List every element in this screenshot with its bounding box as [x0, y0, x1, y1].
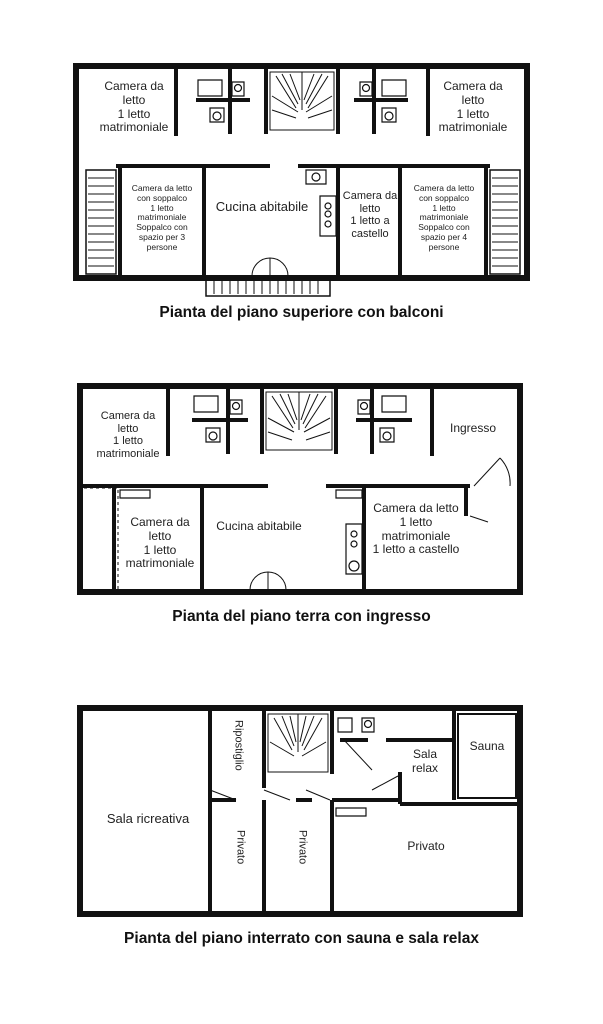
ground-room-kitchen: Cucina abitabile [216, 519, 302, 533]
upper-room-bunk-bedroom: Camera da letto 1 letto a castello [342, 190, 398, 240]
ground-room-bedroom-bottom-right: Camera da letto 1 letto matrimoniale 1 letto a castello [372, 501, 460, 557]
upper-room-loft-bedroom-right: Camera da letto con soppalco 1 letto matrimoniale Soppalco con spazio per 4 persone [413, 183, 475, 252]
ground-room-entrance: Ingresso [449, 421, 497, 435]
basement-room-private-2: Privato [296, 830, 309, 865]
ground-room-bedroom-top-left: Camera da letto 1 letto matrimoniale [96, 410, 160, 460]
basement-room-sauna: Sauna [469, 739, 505, 753]
upper-floor-caption: Pianta del piano superiore con balconi [159, 304, 444, 321]
sauna-room [458, 714, 516, 798]
upper-room-bedroom-top-left: Camera da letto 1 letto matrimoniale [99, 79, 169, 135]
basement-room-private-1: Privato [234, 830, 247, 865]
upper-room-kitchen: Cucina abitabile [215, 199, 309, 214]
ground-room-bedroom-bottom-left: Camera da letto 1 letto matrimoniale [125, 515, 195, 571]
basement-room-private-3: Privato [407, 839, 445, 853]
basement-room-recreation: Sala ricreativa [106, 811, 190, 826]
ground-floor-caption: Pianta del piano terra con ingresso [172, 608, 431, 625]
basement-floor-caption: Pianta del piano interrato con sauna e sala relax [124, 930, 479, 947]
upper-room-loft-bedroom-left: Camera da letto con soppalco 1 letto matrimoniale Soppalco con spazio per 3 persone [131, 183, 193, 252]
basement-room-storage: Ripostiglio [232, 720, 245, 771]
upper-room-bedroom-top-right: Camera da letto 1 letto matrimoniale [438, 79, 508, 135]
basement-room-relax: Sala relax [411, 747, 438, 775]
